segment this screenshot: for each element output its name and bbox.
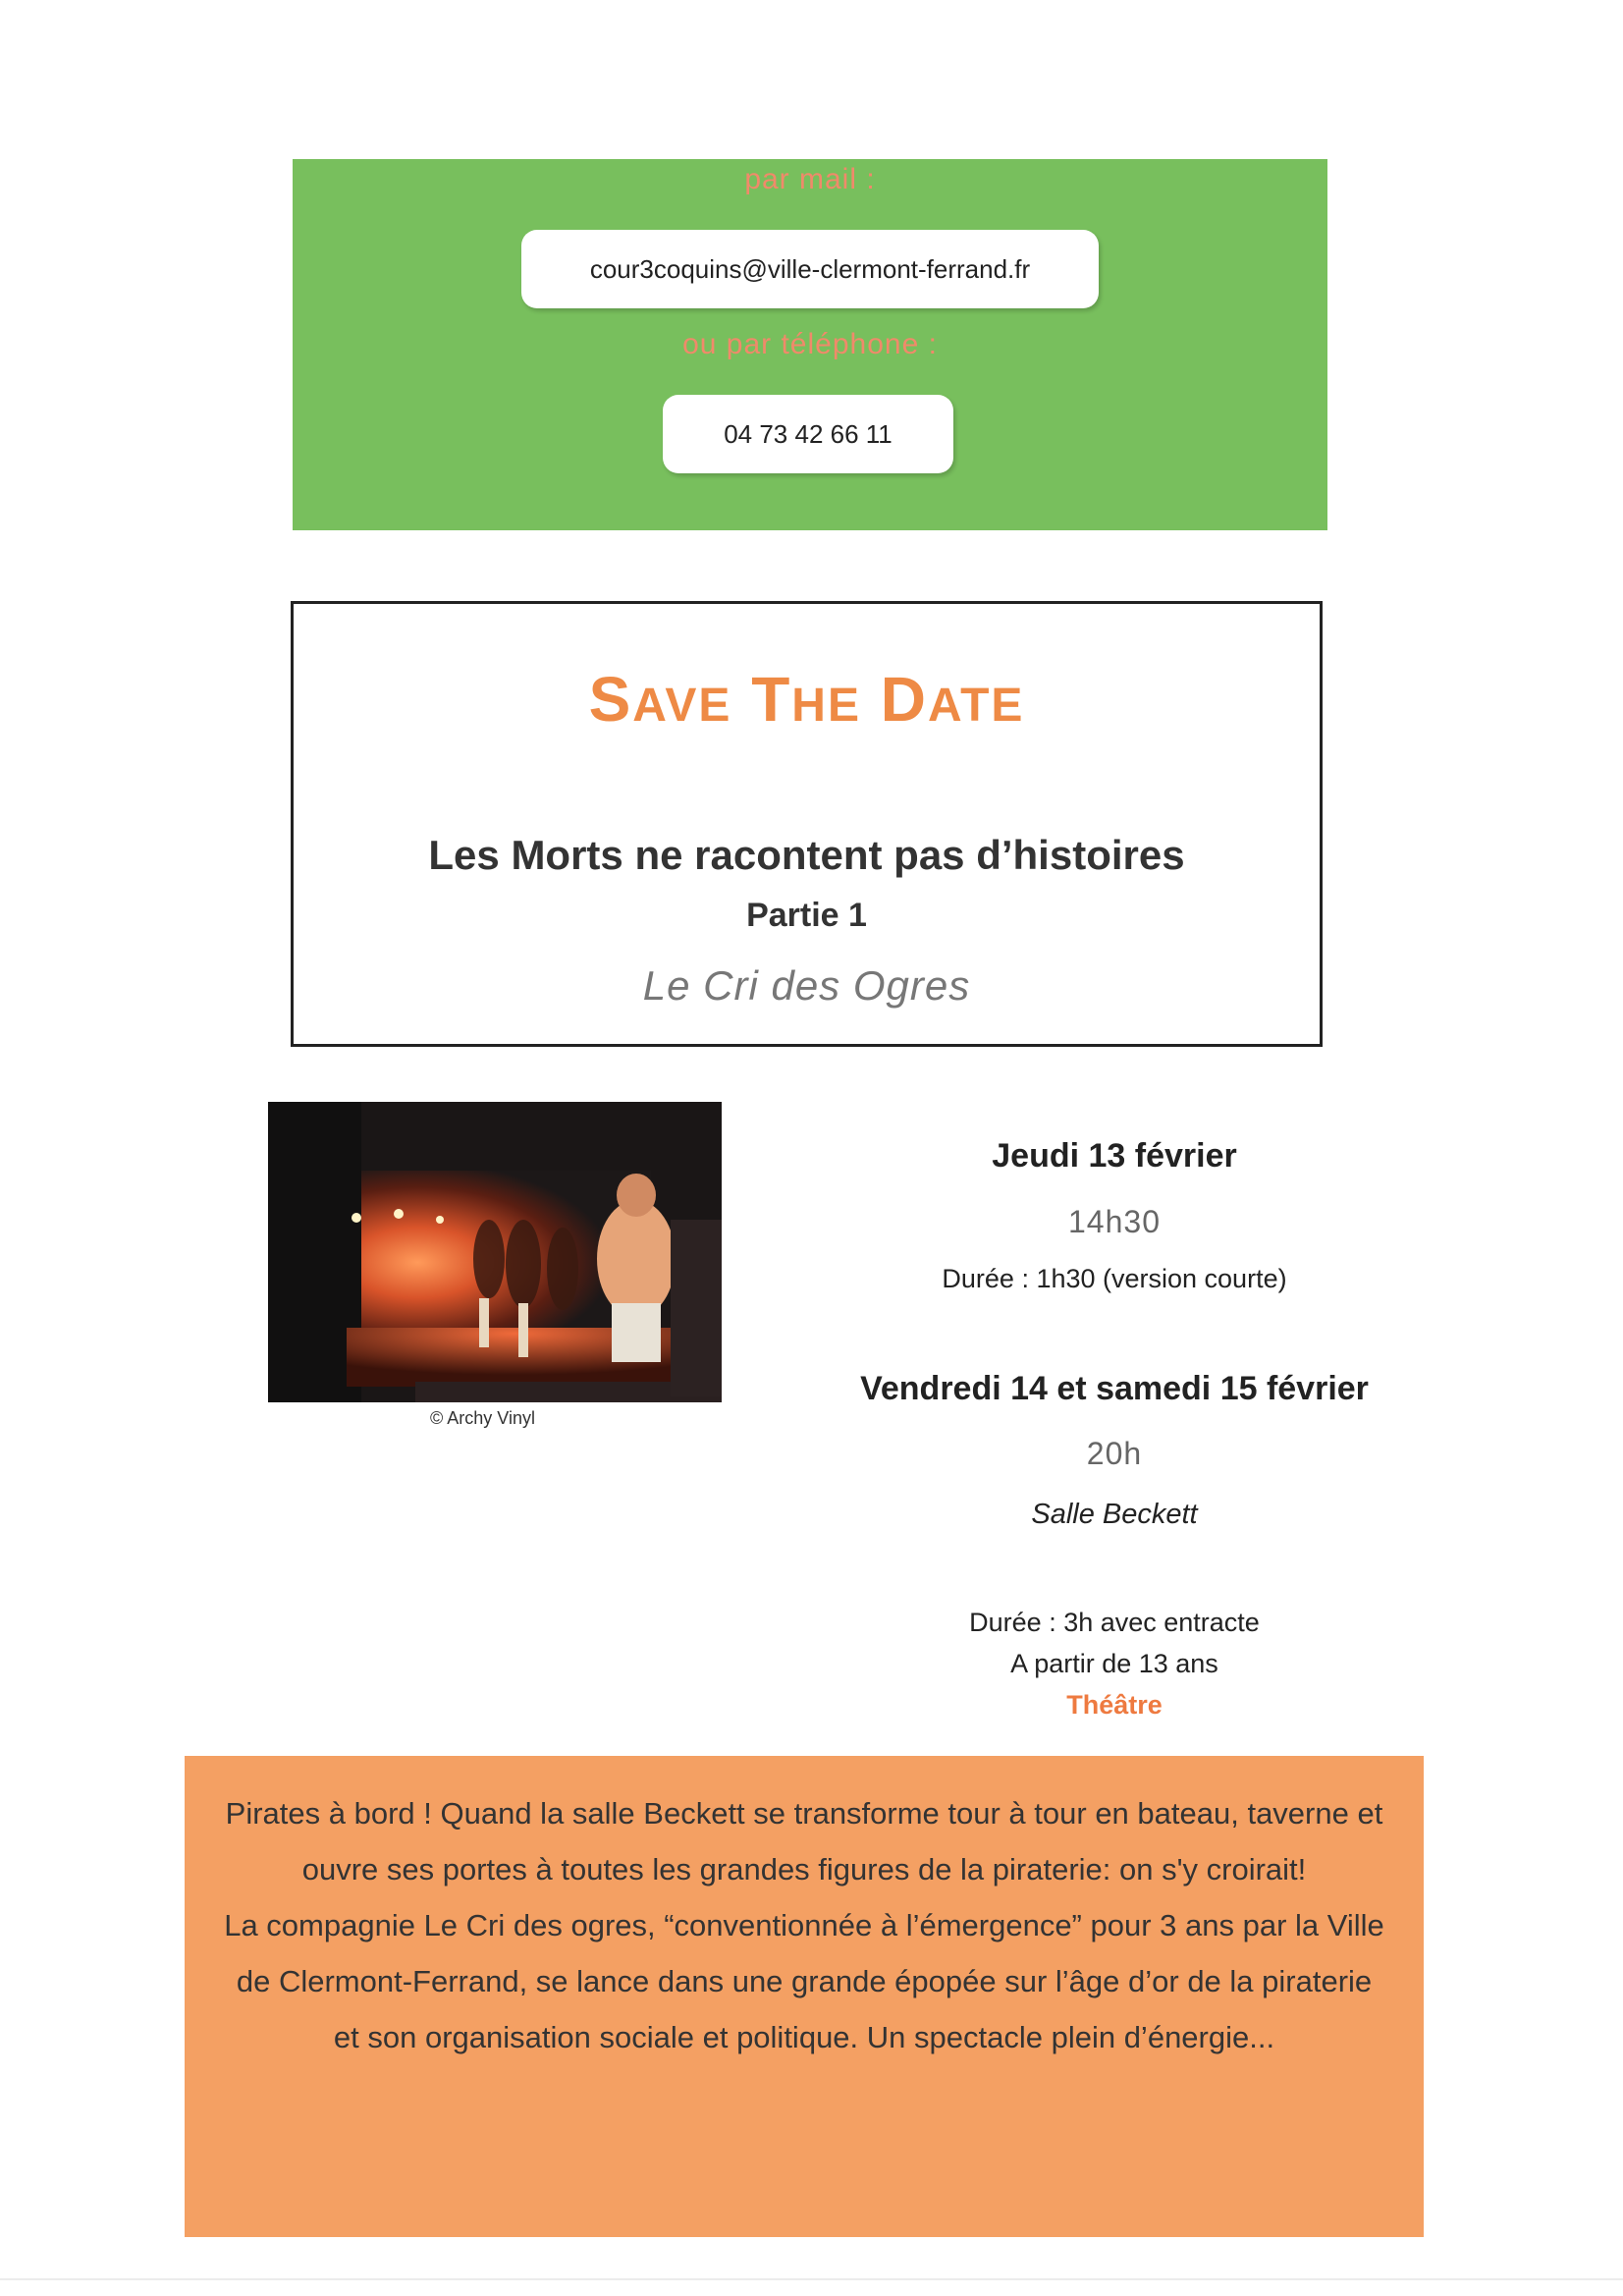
description-paragraph-1: Pirates à bord ! Quand la salle Beckett se transforme tour à tour en bateau, taverne et ouvre ses portes à toutes les grandes figures de la piraterie: on s'y croirait! xyxy=(225,1796,1383,1886)
show-photo xyxy=(268,1102,722,1402)
phone-number[interactable]: 04 73 42 66 11 xyxy=(724,418,893,449)
time-weekend: 20h xyxy=(1086,1436,1143,1471)
email-box[interactable] xyxy=(521,230,1099,308)
description-paragraph-2: La compagnie Le Cri des ogres, “conventionnée à l’émergence” pour 3 ans par la Ville de Clermont-Ferrand, se lance dans une grande épopée sur l’âge d’or de la piraterie et son organisation sociale et politique. Un spectacle plein d’énergie... xyxy=(224,1908,1384,2054)
time-thursday: 14h30 xyxy=(1068,1204,1161,1239)
phone-label: ou par téléphone : xyxy=(682,328,938,360)
show-title: Les Morts ne racontent pas d’histoires xyxy=(428,832,1185,878)
date-weekend: Vendredi 14 et samedi 15 février xyxy=(860,1370,1369,1407)
genre-badge: Théâtre xyxy=(1066,1690,1163,1720)
show-part: Partie 1 xyxy=(746,897,867,934)
photo-credit: © Archy Vinyl xyxy=(430,1408,535,1428)
stage-photo-illustration xyxy=(268,1102,722,1402)
save-the-date-box xyxy=(291,601,1323,1047)
venue: Salle Beckett xyxy=(1031,1499,1198,1530)
page-divider xyxy=(0,2278,1623,2280)
duration-full: Durée : 3h avec entracte xyxy=(969,1608,1260,1637)
phone-box[interactable] xyxy=(663,395,953,473)
save-the-date-title: SAVE THE DATE xyxy=(588,664,1025,735)
email-address[interactable]: cour3coquins@ville-clermont-ferrand.fr xyxy=(589,253,1031,284)
contact-panel xyxy=(293,159,1327,530)
date-thursday: Jeudi 13 février xyxy=(992,1137,1237,1175)
company-name: Le Cri des Ogres xyxy=(642,962,971,1009)
age-limit: A partir de 13 ans xyxy=(1010,1649,1218,1678)
duration-short: Durée : 1h30 (version courte) xyxy=(942,1264,1287,1293)
description-panel xyxy=(185,1756,1424,2237)
mail-label: par mail : xyxy=(744,163,876,195)
